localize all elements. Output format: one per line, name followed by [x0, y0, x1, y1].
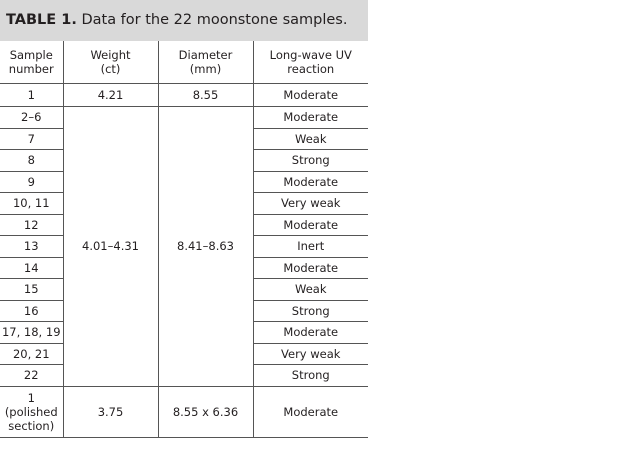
- cell-sample: 12: [0, 214, 63, 236]
- cell-sample: 8: [0, 150, 63, 172]
- cell-uv: Weak: [253, 279, 368, 301]
- cell-uv: Very weak: [253, 343, 368, 365]
- cell-sample: 9: [0, 171, 63, 193]
- cell-sample: 17, 18, 19: [0, 322, 63, 344]
- header-row: [0, 41, 368, 84]
- cell-sample: 7: [0, 128, 63, 150]
- cell-sample: 16: [0, 300, 63, 322]
- cell-uv: Inert: [253, 236, 368, 258]
- cell-uv: Moderate: [253, 214, 368, 236]
- table-row: [0, 107, 368, 129]
- moonstone-table: [0, 41, 368, 438]
- cell-sample: 14: [0, 257, 63, 279]
- table-row: [0, 84, 368, 107]
- cell-weight: 4.21: [63, 84, 158, 107]
- table-caption: [0, 0, 368, 41]
- header-weight: Weight (ct): [63, 41, 158, 84]
- cell-weight: 3.75: [63, 386, 158, 437]
- cell-uv: Moderate: [253, 84, 368, 107]
- cell-uv: Weak: [253, 128, 368, 150]
- cell-sample: 22: [0, 365, 63, 387]
- table-label: TABLE 1.: [6, 12, 77, 28]
- cell-uv: Strong: [253, 300, 368, 322]
- cell-uv: Moderate: [253, 322, 368, 344]
- cell-uv: Moderate: [253, 386, 368, 437]
- header-uv: Long-wave UV reaction: [253, 41, 368, 84]
- cell-sample: 10, 11: [0, 193, 63, 215]
- cell-sample: 13: [0, 236, 63, 258]
- header-diameter: Diameter (mm): [158, 41, 253, 84]
- caption-text: Data for the 22 moonstone samples.: [76, 12, 348, 28]
- cell-uv: Moderate: [253, 171, 368, 193]
- cell-uv: Moderate: [253, 107, 368, 129]
- cell-uv: Strong: [253, 150, 368, 172]
- cell-sample: 1 (polished section): [0, 386, 63, 437]
- cell-sample: 2–6: [0, 107, 63, 129]
- header-sample: Sample number: [8, 48, 54, 76]
- cell-diameter: 8.55 x 6.36: [158, 386, 253, 437]
- cell-diameter: 8.55: [158, 84, 253, 107]
- table-row: [0, 386, 368, 437]
- cell-uv: Strong: [253, 365, 368, 387]
- cell-diameter-range: 8.41–8.63: [158, 107, 253, 387]
- cell-weight-range: 4.01–4.31: [63, 107, 158, 387]
- cell-uv: Very weak: [253, 193, 368, 215]
- cell-sample: 1: [0, 84, 63, 107]
- cell-uv: Moderate: [253, 257, 368, 279]
- cell-sample: 15: [0, 279, 63, 301]
- cell-sample: 20, 21: [0, 343, 63, 365]
